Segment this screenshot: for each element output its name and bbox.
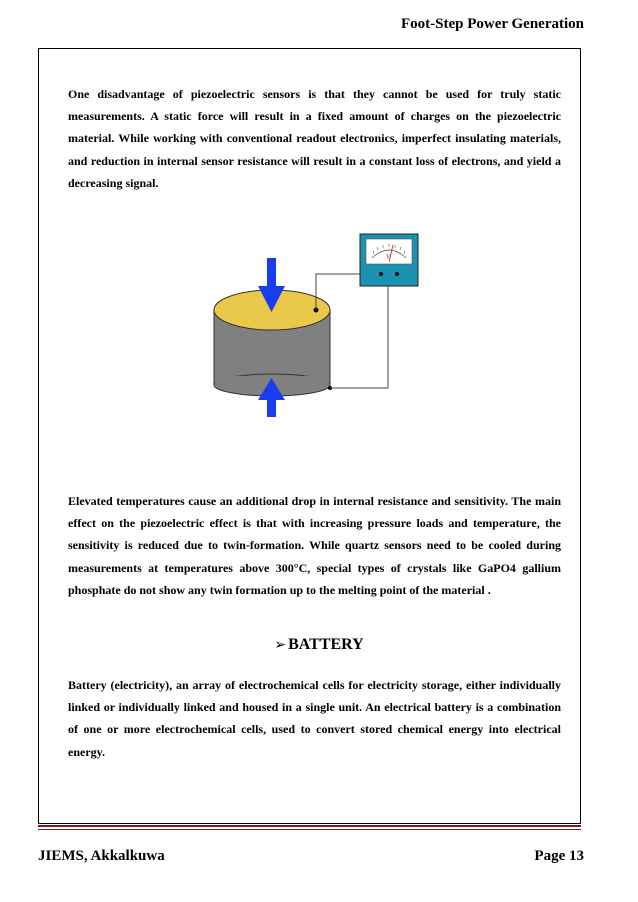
wire-bottom — [330, 274, 388, 388]
section-heading-battery — [0, 636, 638, 654]
header-title: Foot-Step Power Generation — [400, 16, 584, 32]
section-heading-text: BATTERY — [288, 636, 364, 653]
voltmeter-terminal-left — [379, 272, 383, 276]
paragraph-static-measurement: One disadvantage of piezoelectric sensors is that they cannot be used for truly static measurements. A static force will result in a fixed amount of charges on the piezoelectric material. While working with conventional readout electronics, imperfect insulating materials, and reduction in internal sensor resistance will result in a constant loss of electrons, and yield a decreasing signal. — [68, 87, 561, 190]
footer-institution: JIEMS, Akkalkuwa — [38, 848, 165, 864]
footer-rule-thin — [38, 829, 581, 830]
paragraph-battery: Battery (electricity), an array of electrochemical cells for electricity storage, either individually linked or individually linked and housed in a single unit. An electrical battery is a combination of one or more electrochemical cells, used to convert stored chemical energy into electrical energy. — [68, 678, 561, 759]
footer-rule — [38, 825, 581, 827]
force-arrow-bottom-shaft — [267, 398, 276, 417]
piezo-sensor-diagram — [200, 228, 422, 420]
arrowhead-bullet-icon: ➢ — [274, 637, 287, 653]
voltmeter-label: V — [386, 253, 391, 261]
paragraph-temperature-effect: Elevated temperatures cause an additional drop in internal resistance and sensitivity. The main effect on the piezoelectric effect is that with increasing pressure loads and temperature, the sensitivity is reduced due to twin-formation. While quartz sensors need to be cooled during measurements at temperatures above 300°C, special types of crystals like GaPO4 gallium phosphate do not show any twin formation up to the melting point of the material . — [68, 494, 561, 597]
footer-page-number: Page 13 — [534, 848, 584, 864]
voltmeter-terminal-right — [395, 272, 399, 276]
